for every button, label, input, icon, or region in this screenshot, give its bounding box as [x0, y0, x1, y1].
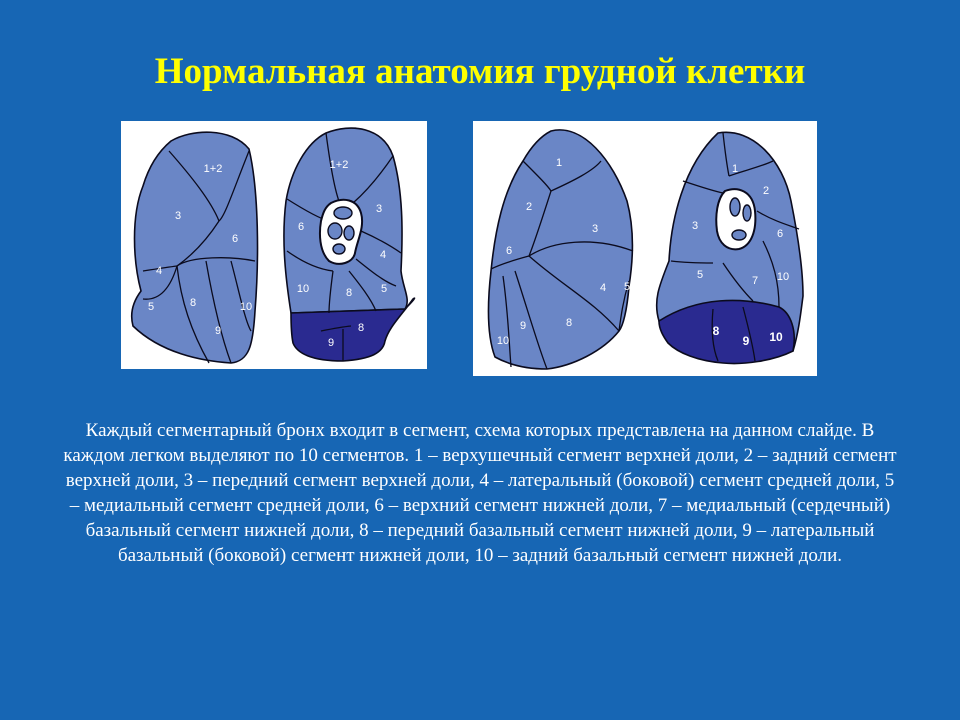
slide-description: Каждый сегментарный бронх входит в сегмент, схема которых представлена на данном слайде. В каждом легком выделяют по 10 сегментов. 1 – верхушечный сегмент верхней доли, 2 – задний сегмент верхней доли, 3 – передний сегмент верхней доли, 4 – латеральный (боковой) сегмент средней доли, 5 – медиальный сегмент средней доли, 6 – верхний сегмент нижней доли, 7 – медиальный (сердечный) базальный сегмент нижней доли, 8 – передний базальный сегмент нижней доли, 9 – латеральный базальный (боковой) сегмент нижней доли, 10 – задний базальный сегмент нижней доли.: [63, 420, 897, 566]
label-seg-1-medial: 1: [731, 162, 739, 175]
label-seg-5-lateral: 5: [147, 300, 155, 313]
label-seg-3-medial: 3: [375, 202, 383, 215]
label-seg-8-lateral: 8: [189, 296, 197, 309]
label-seg-10-lateral: 10: [496, 334, 510, 347]
label-seg-6-medial: 6: [776, 227, 784, 240]
label-seg-10-medial: 10: [296, 282, 310, 295]
label-seg-6-lateral: 6: [505, 244, 513, 257]
label-seg-4-lateral: 4: [155, 264, 163, 277]
label-seg-5-medial: 5: [696, 268, 704, 281]
left-lung-diagram: [121, 121, 427, 369]
label-seg-6-lateral: 6: [231, 232, 239, 245]
slide-title: Нормальная анатомия грудной клетки: [154, 51, 806, 92]
label-seg-2-medial: 2: [762, 184, 770, 197]
label-seg-7-medial: 7: [751, 274, 759, 287]
label-seg-4-medial: 4: [379, 248, 387, 261]
label-seg-8-medial: 8: [712, 324, 720, 339]
label-seg-9-lateral: 9: [519, 319, 527, 332]
label-seg-10-lateral: 10: [239, 300, 253, 313]
label-seg-5-lateral: 5: [623, 280, 631, 293]
label-seg-3-medial: 3: [691, 219, 699, 232]
label-seg-1-lateral: 1: [555, 156, 563, 169]
label-seg-1-2-medial: 1+2: [329, 158, 349, 171]
label-seg-4-lateral: 4: [599, 281, 607, 294]
label-seg-9-medial: 9: [742, 334, 750, 349]
label-seg-8-lateral: 8: [565, 316, 573, 329]
label-seg-3-lateral: 3: [174, 209, 182, 222]
left-lung-lateral-view: [132, 132, 258, 363]
label-seg-2-lateral: 2: [525, 200, 533, 213]
label-seg-8-medial: 8: [345, 286, 353, 299]
right-lung-diagram: [473, 121, 817, 376]
right-lung-medial-view: [657, 132, 803, 363]
label-seg-8-medial-basal: 8: [357, 321, 365, 334]
label-seg-9-lateral: 9: [214, 324, 222, 337]
label-seg-10-medial-upper: 10: [776, 270, 790, 283]
label-seg-10-medial-basal: 10: [769, 330, 783, 345]
left-lung-medial-view: [284, 128, 415, 361]
label-seg-5-medial: 5: [380, 282, 388, 295]
right-lung-diagram-panel: [473, 121, 817, 376]
left-lung-diagram-panel: [121, 121, 427, 369]
label-seg-3-lateral: 3: [591, 222, 599, 235]
label-seg-6-medial: 6: [297, 220, 305, 233]
label-seg-9-medial: 9: [327, 336, 335, 349]
label-seg-1-2-lateral: 1+2: [203, 162, 223, 175]
